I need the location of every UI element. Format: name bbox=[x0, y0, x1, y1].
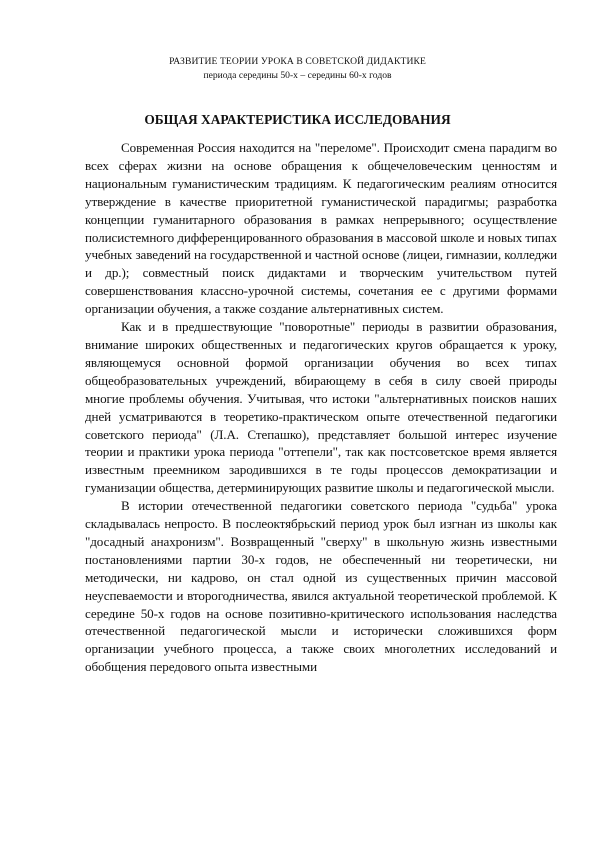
paragraph-3: В истории отечественной педагогики советского периода "судьба" урока складывалась непросто. В послеоктябрьский период урок был изгнан из школы как "досадный анахронизм". Возвращенный "сверху" в школьную жизнь известными постановлениями партии 30-х годов, не обеспеченный ни теоретически, ни методически, ни кадрово, он стал одной из существенных причин массовой неуспеваемости и второгодничества, явился актуальной теоретической проблемой. К середине 50-х годов на основе позитивно-критического использования наследства отечественной педагогической мысли и исторически сложившихся форм организации учебного процесса, а также своих многолетних исследований и обобщения передового опыта известными bbox=[85, 498, 557, 675]
paragraph-2: Как и в предшествующие "поворотные" периоды в развитии образования, внимание широких общественных и педагогических кругов обращается к уроку, являющемуся основной формой организации обучения во всех типах общеобразовательных учреждений, вбирающему в себя в силу своей природы многие проблемы обучения. Учитывая, что истоки "альтернативных поисков наших дней усматриваются в теоретико-практическом опыте отечественной педагогики советского периода" (Л.А. Степашко), представляет большой интерес изучение теории и практики урока периода "оттепели", так как постсоветское время является известным преемником зародившихся в те годы процессов демократизации и гуманизации общества, детерминирующих развитие школы и педагогической мысли. bbox=[85, 319, 557, 496]
paragraph-1: Современная Россия находится на "переломе". Происходит смена парадигм во всех сферах жизни на основе обращения к общечеловеческим ценностям и национальным гуманистическим традициям. К педагогическим реалиям относится утверждение в качестве приоритетной гуманистической парадигмы; разработка концепции гуманитарного образования в рамках непрерывного; осуществление полисистемного дифференцированного образования в массовой школе и новых типах учебных заведений на государственной и частной основе (лицеи, гимназии, колледжи и др.); совместный поиск дидактами и творческим учительством путей совершенствования классно-урочной системы, сочетания ее с другими формами организации обучения, а также создание альтернативных систем. bbox=[85, 140, 557, 317]
body-text bbox=[85, 139, 557, 676]
document-header-subtitle: периода середины 50-х – середины 60-х годов bbox=[203, 70, 392, 81]
document-header-title: РАЗВИТИЕ ТЕОРИИ УРОКА В СОВЕТСКОЙ ДИДАКТИКЕ bbox=[169, 56, 426, 67]
section-heading: ОБЩАЯ ХАРАКТЕРИСТИКА ИССЛЕДОВАНИЯ bbox=[144, 112, 451, 127]
